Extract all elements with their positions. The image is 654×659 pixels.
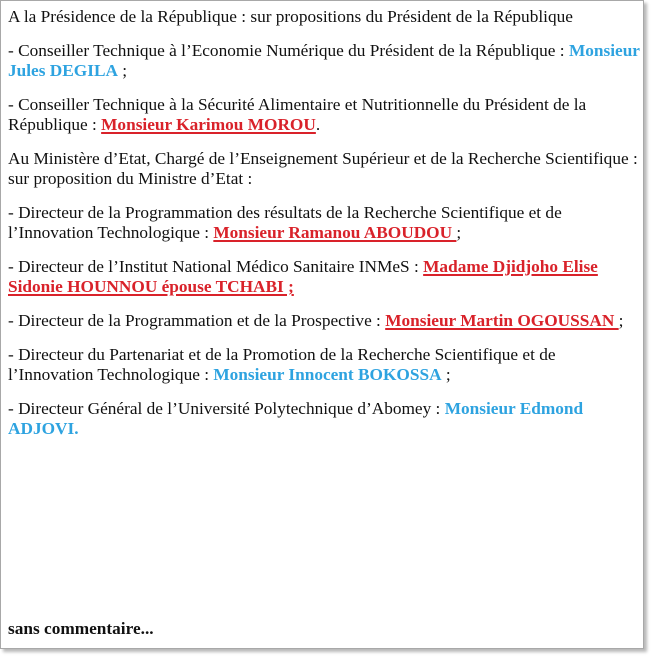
appointee-name: Madame Djidjoho Elise Sidonie HOUNNOU épouse TCHABI ; [8,257,598,296]
appointee-name: Monsieur Innocent BOKOSSA [213,365,442,384]
appointee-name: Monsieur Jules DEGILA [8,41,640,80]
paragraph-hounnou [8,257,640,297]
paragraph-suffix: ; [456,223,462,242]
paragraph-text: - Directeur de la Programmation des résultats de la Recherche Scientifique et de l’Innovation Technologique : [8,203,562,242]
paragraph-ogoussan [8,311,640,331]
paragraph-text: - Conseiller Technique à la Sécurité Alimentaire et Nutritionnelle du Président de la République : [8,95,587,134]
paragraph-bokossa [8,345,640,385]
paragraph-suffix: ; [117,61,128,80]
paragraph-text: - Conseiller Technique à l’Economie Numérique du Président de la République : [8,41,569,60]
paragraph-aboudou [8,203,640,243]
paragraph-suffix: ; [441,365,451,384]
paragraph-text: - Directeur Général de l’Université Polytechnique d’Abomey : [8,399,445,418]
appointee-name: Monsieur Ramanou ABOUDOU [213,223,457,242]
paragraph-text: - Directeur du Partenariat et de la Promotion de la Recherche Scientifique et de l’Innovation Technologique : [8,345,556,384]
appointee-name: Monsieur Karimou MOROU [101,115,316,134]
paragraph-morou [8,95,640,135]
paragraph-presidence [8,7,640,27]
appointee-name: Monsieur Edmond ADJOVI. [8,399,584,438]
appointee-name: Monsieur Martin OGOUSSAN [385,311,619,330]
paragraph-degila [8,41,640,81]
paragraph-ministere [8,149,640,189]
paragraph-suffix: . [315,115,321,134]
document-body [8,7,640,453]
paragraph-adjovi [8,399,640,439]
paragraph-text: - Directeur de la Programmation et de la Prospective : [8,311,386,330]
paragraph-text: - Directeur de l’Institut National Médico Sanitaire INMeS : [8,257,424,276]
paragraph-text: Au Ministère d’Etat, Chargé de l’Enseignement Supérieur et de la Recherche Scientifique : sur proposition du Ministre d’Etat : [8,149,638,188]
closing-remark: sans commentaire... [8,619,154,638]
paragraph-text: A la Présidence de la République : sur propositions du Président de la République [8,7,573,26]
paragraph-suffix: ; [618,311,624,330]
